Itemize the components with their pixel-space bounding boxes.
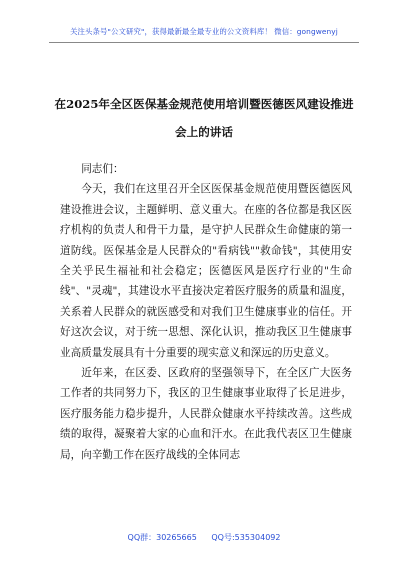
footer-qq-number: QQ号:535304092 [211, 533, 281, 542]
document-title-line-2: 会上的讲话 [175, 125, 233, 139]
header-divider [49, 42, 359, 43]
body-paragraph-2: 近年来，在区委、区政府的坚强领导下，在全区广大医务工作者的共同努力下，我区的卫生健康事业取得了长足进步，医疗服务能力稳步提升，人民群众健康水平持续改善。这些成绩的取得，凝聚着大家的心血和汗水。在此我代表区卫生健康局，向辛勤工作在医疗战线的全体同志 [60, 367, 352, 461]
salutation: 同志们： [81, 163, 124, 175]
header-banner: 关注头条号"公文研究"，获得最新最全最专业的公文资料库！ 微信：gongwenyj [70, 27, 338, 36]
document-title-line-1: 在2025年全区医保基金规范使用培训暨医德医风建设推进 [54, 97, 354, 111]
body-paragraph-1: 今天，我们在这里召开全区医保基金规范使用暨医德医风建设推进会议，主题鲜明、意义重大。在座的各位都是我区医疗机构的负责人和骨干力量，是守护人民群众生命健康的第一道防线。医保基金是人民群众的"看病钱""救命钱"，其使用安全关乎民生福祉和社会稳定；医德医风是医疗行业的"生命线"、"灵魂"，其建设水平直接决定着医疗服务的质量和温度，关系着人民群众的就医感受和对我们卫生健康事业的信任。开好这次会议，对于统一思想、深化认识，推动我区卫生健康事业高质量发展具有十分重要的现实意义和深远的历史意义。 [60, 183, 352, 359]
footer-qq-group: QQ群：30265665 [127, 533, 197, 542]
footer-contact [0, 532, 408, 543]
document-body [60, 159, 352, 465]
